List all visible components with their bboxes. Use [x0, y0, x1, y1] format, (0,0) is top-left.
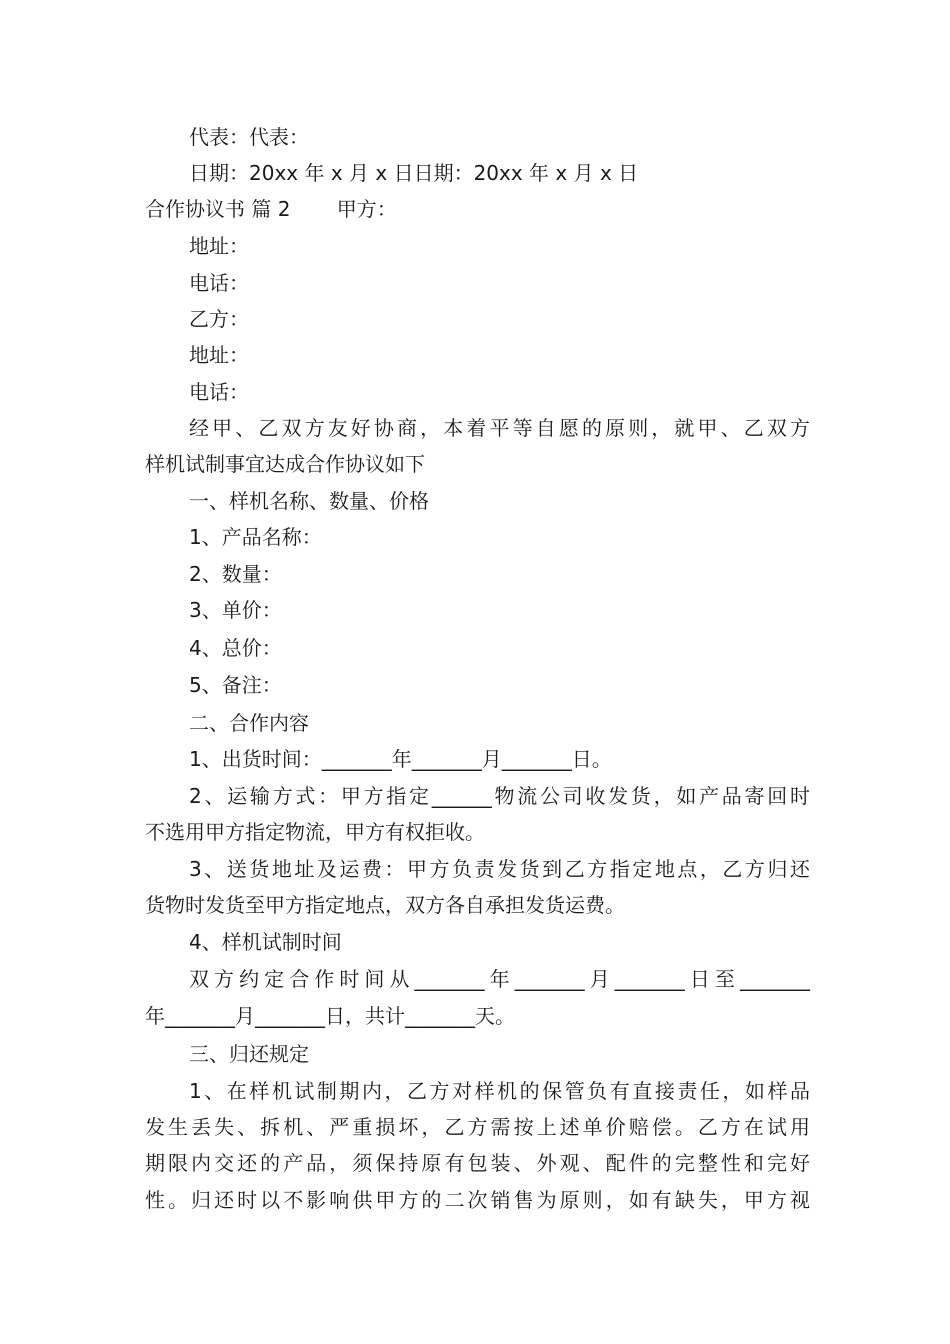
text-line-s1-3: 3、单价：	[189, 598, 282, 622]
text-line-s3-1d: 性。归还时以不影响供甲方的二次销售为原则，如有缺失，甲方视	[145, 1188, 810, 1212]
text-line-s3-1c: 期限内交还的产品，须保持原有包装、外观、配件的完整性和完好	[145, 1151, 810, 1175]
text-line-sec2: 二、合作内容	[189, 711, 309, 735]
text-line-s3-1b: 发生丢失、拆机、严重损坏，乙方需按上述单价赔偿。乙方在试用	[145, 1115, 810, 1139]
text-line-sec3: 三、归还规定	[189, 1042, 309, 1066]
text-line-s1-5: 5、备注：	[189, 673, 282, 697]
text-line-s2-1: 1、出货时间：_______年_______月_______日。	[189, 747, 612, 771]
text-line-s2-3b: 货物时发货至甲方指定地点，双方各自承担发货运费。	[145, 893, 625, 917]
text-line-s2-4: 4、样机试制时间	[189, 930, 342, 954]
text-line-s1-4: 4、总价：	[189, 636, 282, 660]
text-line-rep: 代表：代表：	[189, 125, 309, 149]
text-line-sec1: 一、样机名称、数量、价格	[189, 489, 429, 513]
text-line-s1-2: 2、数量：	[189, 562, 282, 586]
text-line-date: 日期：20xx 年 x 月 x 日日期：20xx 年 x 月 x 日	[189, 161, 639, 185]
text-line-s1-1: 1、产品名称：	[189, 525, 322, 549]
text-line-partyb: 乙方：	[189, 307, 249, 331]
text-line-s3-1a: 1、在样机试制期内，乙方对样机的保管负有直接责任，如样品	[189, 1079, 810, 1103]
text-line-heading: 合作协议书 篇 2 甲方：	[145, 197, 397, 221]
text-line-s2-3a: 3、送货地址及运费：甲方负责发货到乙方指定地点，乙方归还	[189, 857, 810, 881]
text-line-phone1: 电话：	[189, 271, 249, 295]
text-line-s2-2a: 2、运输方式：甲方指定______物流公司收发货，如产品寄回时	[189, 784, 810, 808]
text-line-addr1: 地址：	[189, 234, 249, 258]
text-line-s2-4a: 双方约定合作时间从_______年_______月_______日至_______	[189, 967, 810, 991]
text-line-s2-4b: 年_______月_______日，共计_______天。	[145, 1004, 515, 1028]
text-line-addr2: 地址：	[189, 343, 249, 367]
text-line-intro-1: 经甲、乙双方友好协商，本着平等自愿的原则，就甲、乙双方	[189, 416, 810, 440]
text-line-intro-2: 样机试制事宜达成合作协议如下	[145, 452, 425, 476]
text-line-phone2: 电话：	[189, 380, 249, 404]
text-line-s2-2b: 不选用甲方指定物流，甲方有权拒收。	[145, 820, 485, 844]
